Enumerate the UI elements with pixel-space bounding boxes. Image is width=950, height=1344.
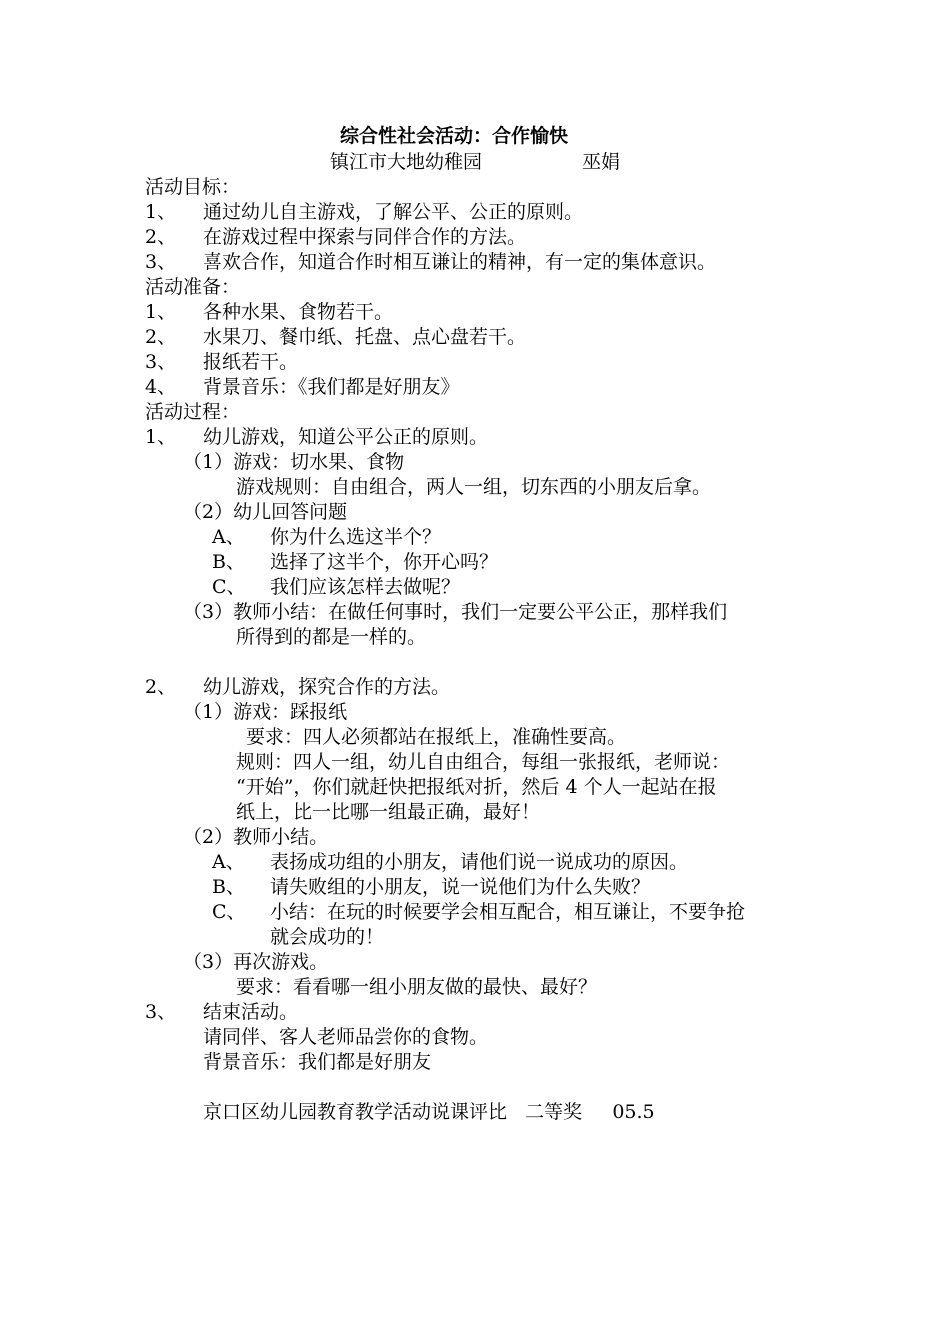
question-letter: B、 <box>212 551 245 573</box>
school-name: 镇江市大地幼稚园 <box>330 151 483 173</box>
doc-title: 综合性社会活动：合作愉快 <box>340 125 569 147</box>
goal-text: 在游戏过程中探索与同伴合作的方法。 <box>203 226 527 248</box>
goal-number: 1、 <box>145 201 177 223</box>
item-text-cont: 就会成功的！ <box>270 926 385 948</box>
goal-text: 通过幼儿自主游戏，了解公平、公正的原则。 <box>203 201 584 223</box>
prep-text: 各种水果、食物若干。 <box>203 301 394 323</box>
rule-text: “开始”，你们就赶快把报纸对折，然后 4 个人一起站在报 <box>236 776 717 798</box>
rule-text: 纸上，比一比哪一组最正确，最好！ <box>236 801 541 823</box>
rule-text: 游戏规则：自由组合，两人一组，切东西的小朋友后拿。 <box>236 476 712 498</box>
process-heading: 活动过程： <box>145 401 241 423</box>
goal-text: 喜欢合作，知道合作时相互谦让的精神，有一定的集体意识。 <box>203 251 717 273</box>
author-name: 巫娟 <box>582 151 621 173</box>
substep-text: （3）再次游戏。 <box>183 951 329 973</box>
step-number: 1、 <box>145 426 177 448</box>
rule-text: 规则：四人一组，幼儿自由组合，每组一张报纸，老师说： <box>236 751 731 773</box>
substep-text: （2）教师小结。 <box>183 826 329 848</box>
summary-text-cont: 所得到的都是一样的。 <box>236 626 427 648</box>
prep-text: 水果刀、餐巾纸、托盘、点心盘若干。 <box>203 326 527 348</box>
substep-text: （1）游戏：切水果、食物 <box>183 451 405 473</box>
summary-text: （3）教师小结：在做任何事时，我们一定要公平公正，那样我们 <box>183 601 728 623</box>
item-text: 请失败组的小朋友，说一说他们为什么失败？ <box>270 876 651 898</box>
question-text: 你为什么选这半个？ <box>270 526 442 548</box>
closing-text: 请同伴、客人老师品尝你的食物。 <box>203 1026 489 1048</box>
item-letter: B、 <box>212 876 245 898</box>
requirement-text: 要求：四人必须都站在报纸上，准确性要高。 <box>246 726 627 748</box>
goal-number: 2、 <box>145 226 177 248</box>
requirement-text: 要求：看看哪一组小朋友做的最快、最好？ <box>236 976 598 998</box>
question-text: 选择了这半个，你开心吗？ <box>270 551 499 573</box>
award-footer: 京口区幼儿园教育教学活动说课评比 二等奖 05.5 <box>203 1101 655 1123</box>
item-text: 小结：在玩的时候要学会相互配合，相互谦让，不要争抢 <box>270 901 746 923</box>
prep-number: 2、 <box>145 326 177 348</box>
item-letter: C、 <box>212 901 246 923</box>
step-number: 3、 <box>145 1001 177 1023</box>
step-number: 2、 <box>145 676 177 698</box>
question-letter: A、 <box>212 526 245 548</box>
question-text: 我们应该怎样去做呢？ <box>270 576 461 598</box>
prep-text: 报纸若干。 <box>203 351 299 373</box>
step-text: 幼儿游戏，探究合作的方法。 <box>203 676 451 698</box>
step-text: 结束活动。 <box>203 1001 299 1023</box>
substep-text: （1）游戏：踩报纸 <box>183 701 348 723</box>
closing-text: 背景音乐：我们都是好朋友 <box>203 1051 432 1073</box>
step-text: 幼儿游戏，知道公平公正的原则。 <box>203 426 489 448</box>
goal-number: 3、 <box>145 251 177 273</box>
prep-text: 背景音乐：《我们都是好朋友》 <box>203 376 460 398</box>
item-letter: A、 <box>212 851 245 873</box>
item-text: 表扬成功组的小朋友，请他们说一说成功的原因。 <box>270 851 689 873</box>
goals-heading: 活动目标： <box>145 176 241 198</box>
substep-text: （2）幼儿回答问题 <box>183 501 348 523</box>
prep-number: 3、 <box>145 351 177 373</box>
prep-heading: 活动准备： <box>145 276 241 298</box>
prep-number: 1、 <box>145 301 177 323</box>
question-letter: C、 <box>212 576 246 598</box>
prep-number: 4、 <box>145 376 177 398</box>
